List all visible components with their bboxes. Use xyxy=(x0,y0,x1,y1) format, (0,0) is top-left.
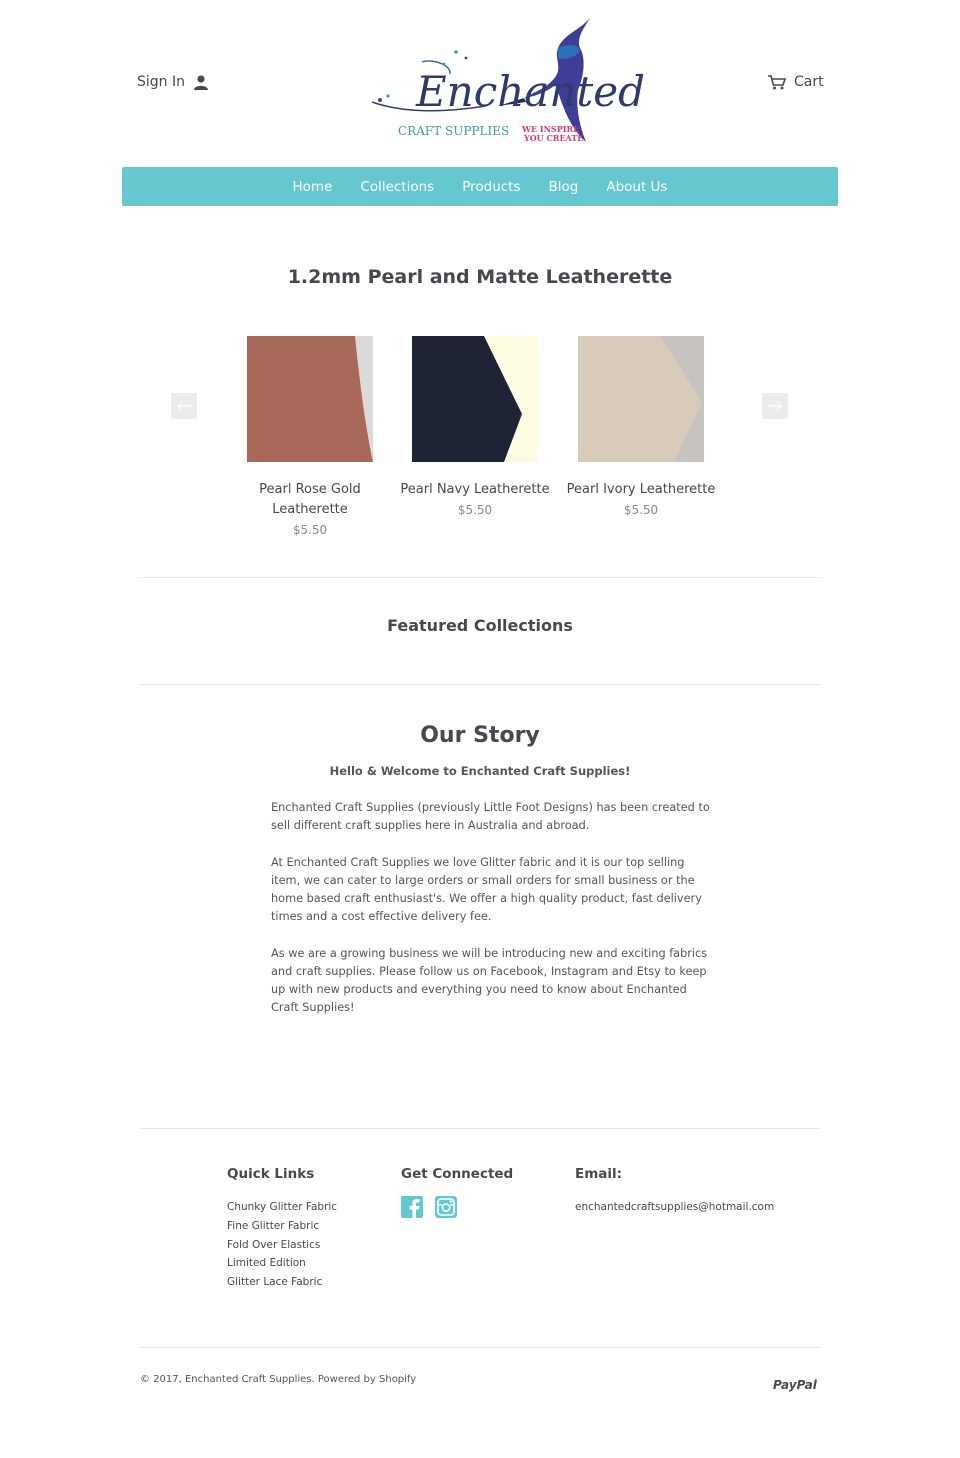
product-image xyxy=(247,336,373,462)
logo-tagline-2: YOU CREATE xyxy=(524,133,584,143)
copyright-text: © 2017, Enchanted Craft Supplies. Powered by Shopify xyxy=(140,1374,417,1385)
divider xyxy=(140,684,820,685)
cart-icon xyxy=(768,75,786,90)
nav-item-home[interactable]: Home xyxy=(292,178,333,195)
product-card[interactable] xyxy=(400,336,550,520)
site-logo[interactable] xyxy=(366,14,645,148)
product-card[interactable] xyxy=(235,336,385,540)
arrow-right-icon xyxy=(767,401,783,411)
product-image xyxy=(578,336,704,462)
carousel-next-button[interactable] xyxy=(762,393,788,419)
instagram-icon[interactable] xyxy=(435,1196,457,1218)
story-paragraph: Enchanted Craft Supplies (previously Little Foot Designs) has been created to sell different craft supplies here in Australia and abroad. xyxy=(271,801,710,833)
story-paragraph: At Enchanted Craft Supplies we love Glitter fabric and it is our top selling item, we can cater to large orders or small orders for small business or the home based craft enthusiast's. We offer a high quality product, fast delivery times and a cost effective delivery fee. xyxy=(271,855,702,924)
paypal-icon: PayPal xyxy=(773,1378,817,1392)
divider xyxy=(140,1347,820,1348)
quick-link[interactable]: Glitter Lace Fabric xyxy=(227,1276,323,1289)
quick-link[interactable]: Fine Glitter Fabric xyxy=(227,1219,320,1232)
story-paragraph: As we are a growing business we will be introducing new and exciting fabrics and craft supplies. Please follow us on Facebook, Instagram and Etsy to keep up with new products and everything you need to know about Enchanted Craft Supplies! xyxy=(271,946,708,1015)
quick-link[interactable]: Fold Over Elastics xyxy=(227,1238,321,1251)
sign-in-link[interactable] xyxy=(137,74,209,90)
footer-email xyxy=(575,1166,774,1217)
email-link[interactable]: enchantedcraftsupplies@hotmail.com xyxy=(575,1201,775,1213)
divider xyxy=(140,577,820,578)
our-story-title: Our Story xyxy=(420,723,540,748)
collection-title: 1.2mm Pearl and Matte Leatherette xyxy=(287,266,673,288)
product-price: $5.50 xyxy=(457,503,493,517)
main-nav xyxy=(122,167,838,206)
our-story-body xyxy=(271,799,711,1036)
product-name: Pearl Navy Leatherette xyxy=(400,482,550,497)
footer-quick-links xyxy=(227,1166,337,1292)
user-icon xyxy=(193,75,209,90)
email-title: Email: xyxy=(575,1166,623,1182)
nav-item-collections[interactable]: Collections xyxy=(360,178,435,195)
arrow-left-icon xyxy=(176,401,192,411)
product-price: $5.50 xyxy=(623,503,659,517)
carousel-prev-button[interactable] xyxy=(171,393,197,419)
footer-get-connected xyxy=(401,1166,513,1218)
hummingbird-logo-icon xyxy=(366,14,645,148)
cart-label: Cart xyxy=(794,74,824,90)
our-story-subtitle: Hello & Welcome to Enchanted Craft Supplies! xyxy=(329,764,631,778)
featured-collections-title: Featured Collections xyxy=(387,616,573,635)
facebook-icon[interactable] xyxy=(401,1196,423,1218)
product-name: Pearl Ivory Leatherette xyxy=(566,482,716,497)
cart-link[interactable] xyxy=(768,74,824,90)
site-header xyxy=(0,0,960,166)
quick-link[interactable]: Limited Edition xyxy=(227,1257,306,1270)
nav-item-products[interactable]: Products xyxy=(462,178,521,195)
sign-in-label: Sign In xyxy=(137,74,185,90)
nav-item-blog[interactable]: Blog xyxy=(548,178,579,195)
nav-item-about-us[interactable]: About Us xyxy=(606,178,668,195)
product-card[interactable] xyxy=(566,336,716,520)
product-image xyxy=(412,336,538,462)
logo-tagline-1: WE INSPIRE xyxy=(522,124,580,134)
get-connected-title: Get Connected xyxy=(401,1166,514,1182)
divider xyxy=(140,1128,820,1129)
logo-subtitle: CRAFT SUPPLIES xyxy=(398,124,510,138)
logo-title: Enchanted xyxy=(416,67,645,116)
product-name: Pearl Rose Gold Leatherette xyxy=(259,482,361,517)
product-price: $5.50 xyxy=(292,523,328,537)
quick-links-title: Quick Links xyxy=(227,1166,315,1182)
quick-link[interactable]: Chunky Glitter Fabric xyxy=(227,1201,338,1213)
